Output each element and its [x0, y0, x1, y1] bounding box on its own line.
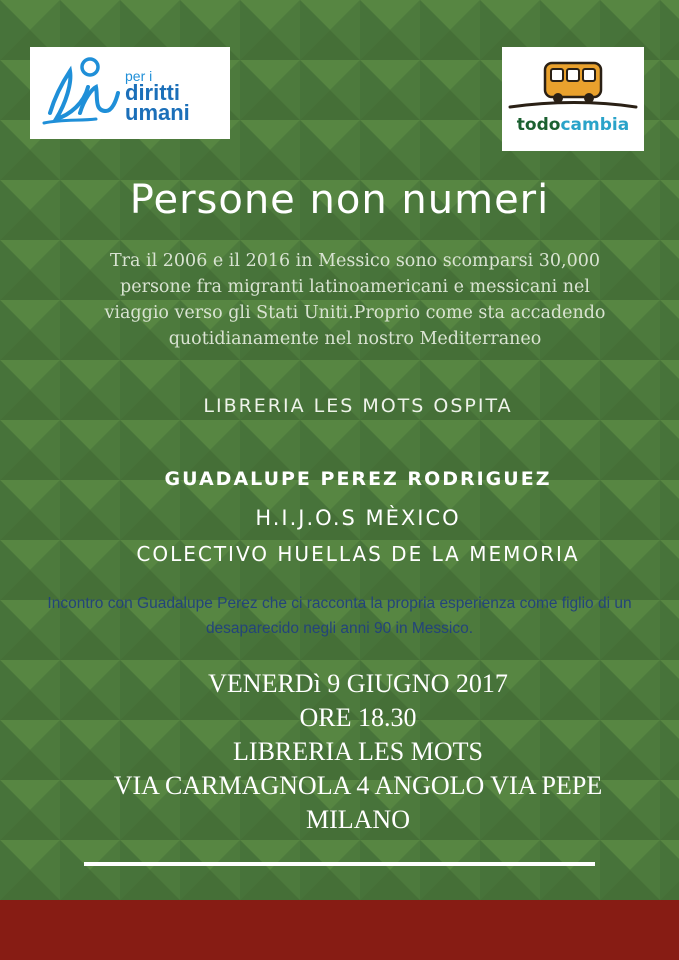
todocambia-logo [502, 47, 644, 151]
guest-organization-hijos: H.I.J.O.S MÈXICO [255, 506, 461, 530]
dirtti-figure-logo-icon [36, 53, 126, 133]
per-i-diritti-umani-logo [30, 47, 230, 139]
wordmark-cambia: cambia [560, 115, 630, 135]
event-description: Incontro con Guadalupe Perez che ci racconta la propria esperienza come figlio di un desaparecido negli anni 90 in Messico. [47, 595, 632, 637]
logo-line-diritti: diritti [125, 80, 180, 105]
event-time: ORE 18.30 [299, 703, 417, 732]
intro-paragraph: Tra il 2006 e il 2016 in Messico sono scomparsi 30,000 persone fra migranti latinoamericani e messicani nel viaggio verso gli Stati Uniti.Proprio come sta accadendo quotidianamente nel nostro Mediterraneo [104, 251, 606, 349]
event-address: VIA CARMAGNOLA 4 ANGOLO VIA PEPE [113, 771, 603, 800]
divider-line [84, 862, 595, 866]
todocambia-wordmark [502, 115, 644, 135]
logo-line-umani: umani [125, 100, 190, 125]
event-venue: LIBRERIA LES MOTS [233, 737, 483, 766]
wordmark-todo: todo [516, 115, 561, 135]
guest-organization-colectivo: COLECTIVO HUELLAS DE LA MEMORIA [136, 542, 580, 566]
event-city: MILANO [306, 805, 410, 834]
guest-name: GUADALUPE PEREZ RODRIGUEZ [164, 468, 552, 490]
poster-title: Persone non numeri [129, 177, 550, 223]
bus-logo-icon [502, 47, 644, 117]
event-details [0, 667, 679, 837]
footer-band [0, 900, 679, 960]
host-line: LIBRERIA LES MOTS OSPITA [203, 395, 513, 417]
logo-line-per-i: per i [125, 68, 153, 84]
event-date: VENERDì 9 GIUGNO 2017 [208, 669, 508, 698]
